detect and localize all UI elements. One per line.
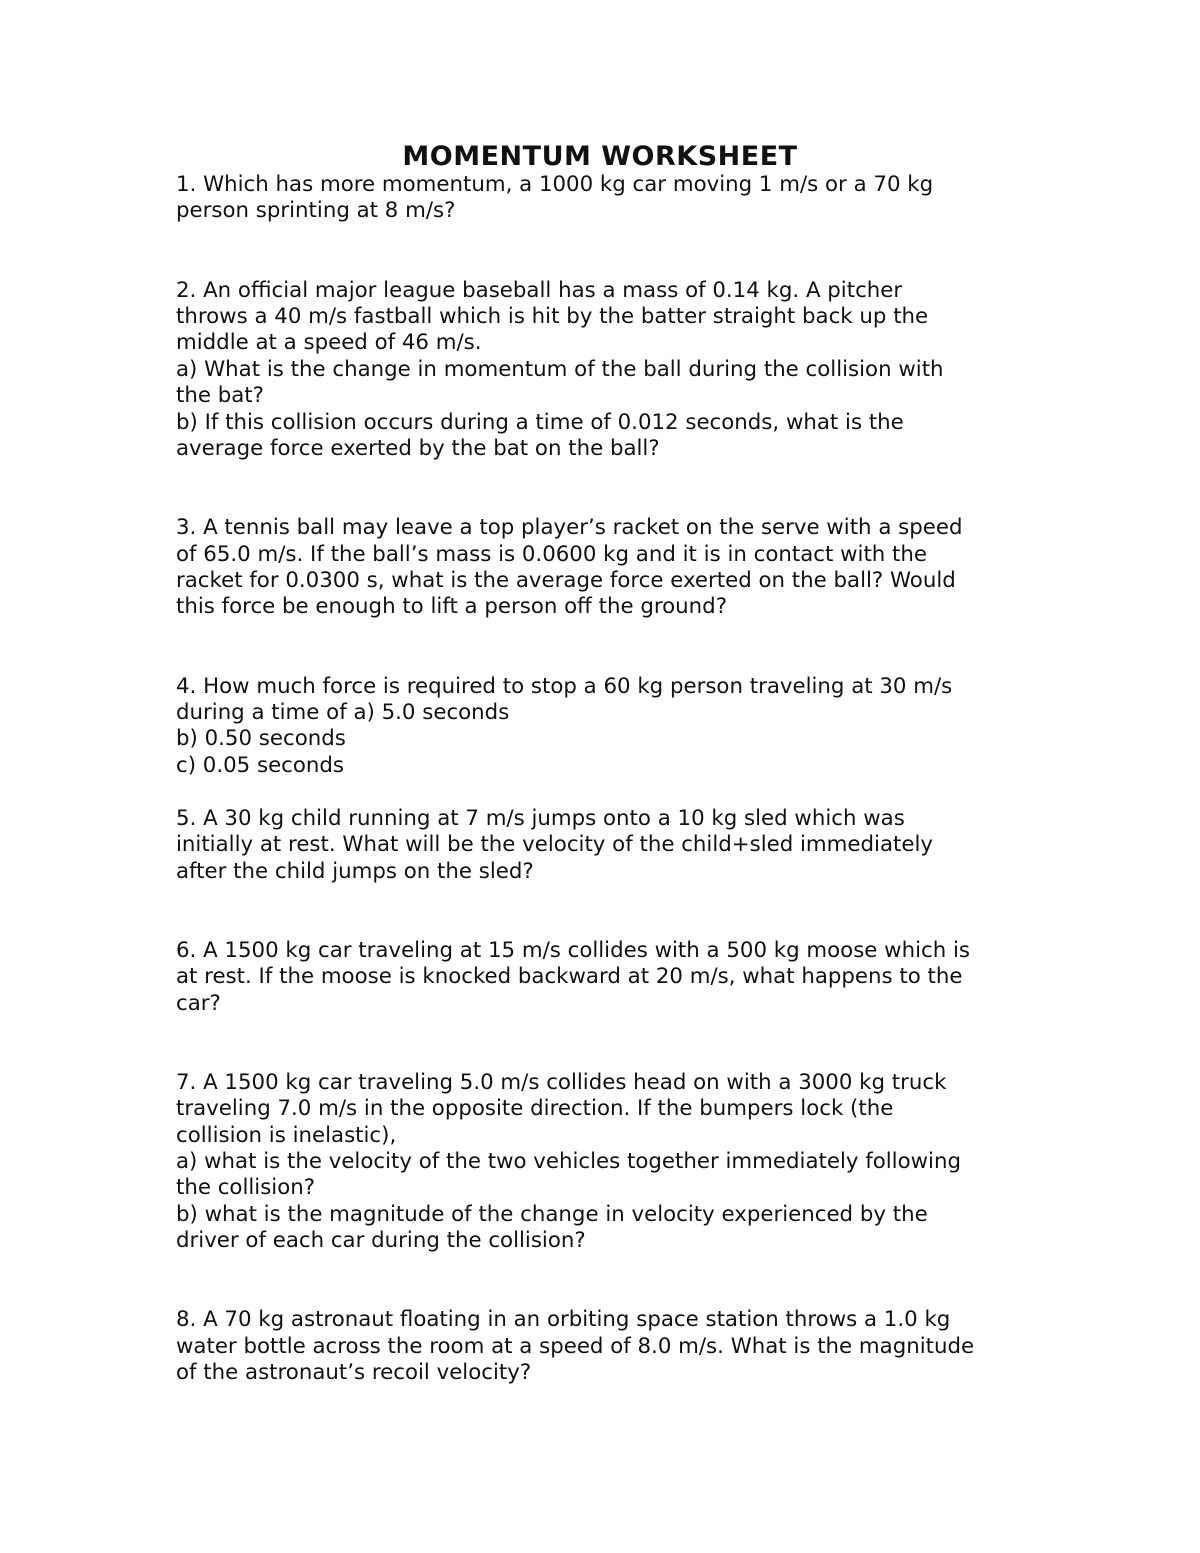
question-line: 6. A 1500 kg car traveling at 15 m/s collides with a 500 kg moose which is xyxy=(176,937,970,963)
question-6 xyxy=(176,938,1046,1017)
question-8 xyxy=(176,1307,1046,1386)
question-line: car? xyxy=(176,990,221,1016)
question-7 xyxy=(176,1070,1046,1255)
question-line: 4. How much force is required to stop a 60 kg person traveling at 30 m/s xyxy=(176,673,953,699)
worksheet-title: MOMENTUM WORKSHEET xyxy=(402,141,798,172)
question-line: average force exerted by the bat on the ball? xyxy=(176,436,660,462)
question-line: racket for 0.0300 s, what is the average force exerted on the ball? Would xyxy=(176,568,956,594)
question-line: of 65.0 m/s. If the ball’s mass is 0.0600 kg and it is in contact with the xyxy=(176,541,928,567)
question-line: a) What is the change in momentum of the ball during the collision with xyxy=(176,356,944,382)
question-line: the bat? xyxy=(176,383,264,409)
question-line: the collision? xyxy=(176,1175,316,1201)
question-line: 5. A 30 kg child running at 7 m/s jumps onto a 10 kg sled which was xyxy=(176,805,905,831)
question-line: traveling 7.0 m/s in the opposite direction. If the bumpers lock (the xyxy=(176,1096,894,1122)
question-3 xyxy=(176,515,1046,621)
question-line: c) 0.05 seconds xyxy=(176,752,345,778)
question-line: b) 0.50 seconds xyxy=(176,726,346,752)
question-line: 3. A tennis ball may leave a top player’s racket on the serve with a speed xyxy=(176,515,963,541)
question-line: this force be enough to lift a person off the ground? xyxy=(176,594,727,620)
question-line: of the astronaut’s recoil velocity? xyxy=(176,1360,532,1386)
question-4 xyxy=(176,674,1046,780)
question-line: 8. A 70 kg astronaut floating in an orbiting space station throws a 1.0 kg xyxy=(176,1307,951,1333)
question-line: driver of each car during the collision? xyxy=(176,1228,586,1254)
question-line: water bottle across the room at a speed of 8.0 m/s. What is the magnitude xyxy=(176,1333,975,1359)
worksheet-content xyxy=(176,172,1046,1387)
question-line: during a time of a) 5.0 seconds xyxy=(176,700,510,726)
question-5 xyxy=(176,806,1046,885)
question-line: b) what is the magnitude of the change in velocity experienced by the xyxy=(176,1201,928,1227)
question-line: at rest. If the moose is knocked backward at 20 m/s, what happens to the xyxy=(176,964,963,990)
question-line: 2. An official major league baseball has a mass of 0.14 kg. A pitcher xyxy=(176,277,903,303)
question-line: initially at rest. What will be the velocity of the child+sled immediately xyxy=(176,832,933,858)
question-line: 7. A 1500 kg car traveling 5.0 m/s collides head on with a 3000 kg truck xyxy=(176,1069,947,1095)
question-line: b) If this collision occurs during a time of 0.012 seconds, what is the xyxy=(176,409,904,435)
question-2 xyxy=(176,278,1046,463)
question-line: after the child jumps on the sled? xyxy=(176,858,534,884)
question-1 xyxy=(176,172,1046,225)
question-line: person sprinting at 8 m/s? xyxy=(176,198,456,224)
question-line: collision is inelastic), xyxy=(176,1122,397,1148)
question-line: middle at a speed of 46 m/s. xyxy=(176,330,482,356)
question-line: 1. Which has more momentum, a 1000 kg car moving 1 m/s or a 70 kg xyxy=(176,172,934,197)
question-line: throws a 40 m/s fastball which is hit by the batter straight back up the xyxy=(176,304,929,330)
question-line: a) what is the velocity of the two vehicles together immediately following xyxy=(176,1148,961,1174)
